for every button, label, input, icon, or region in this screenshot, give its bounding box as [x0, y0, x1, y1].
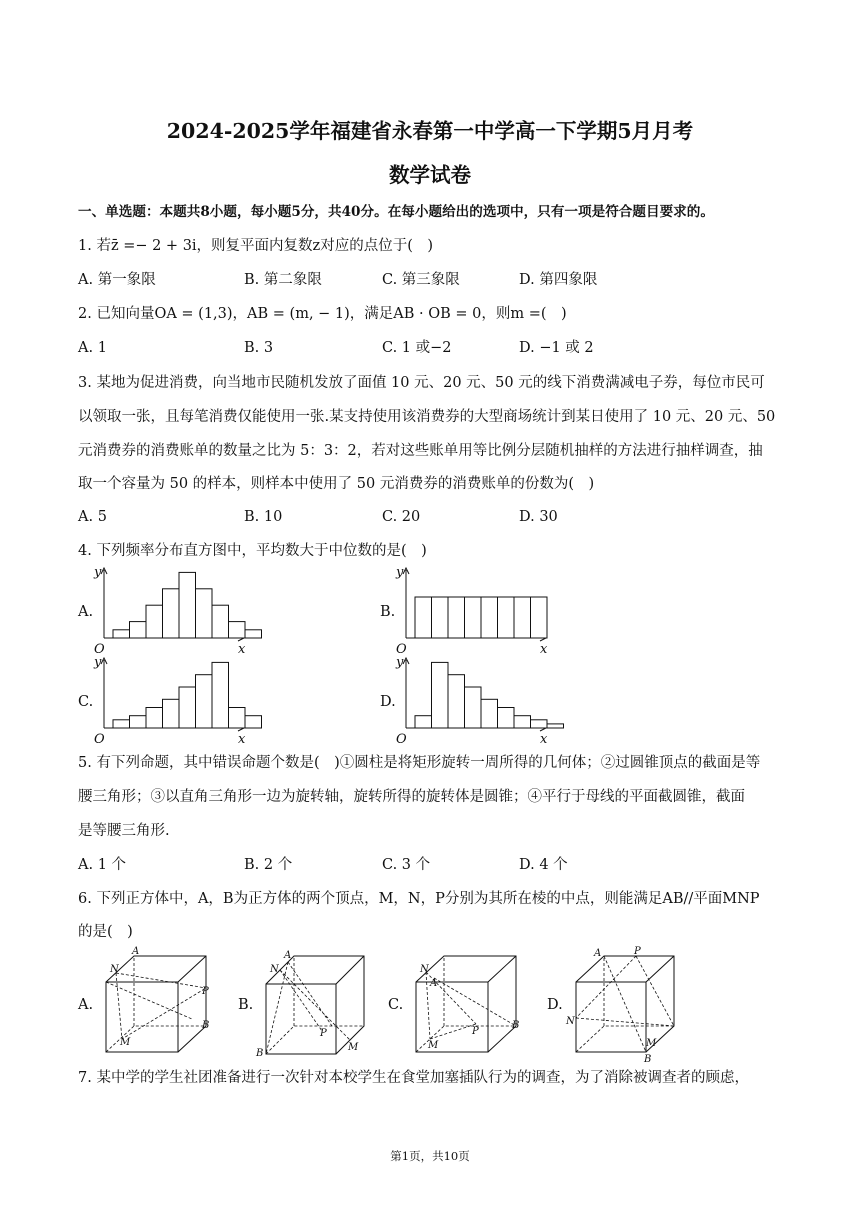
histogram-bar — [196, 675, 213, 728]
y-axis-label: y — [94, 565, 102, 580]
cube-a-label-p: P — [202, 986, 209, 997]
q4-option-b-label: B. — [380, 604, 396, 620]
cube-b-label-m: M — [348, 1042, 359, 1053]
histogram-bar — [130, 716, 147, 728]
q5-option-c: C. 3 个 — [382, 857, 431, 873]
histogram-d — [394, 654, 554, 747]
q4-option-c-label: C. — [78, 694, 94, 710]
cube-c-label-b: B — [512, 1020, 520, 1031]
y-axis-label: y — [396, 565, 404, 580]
page-footer: 第1页，共10页 — [390, 1149, 470, 1163]
cube-c-label-a: A — [430, 978, 438, 989]
x-axis-label: x — [238, 642, 246, 657]
histogram-bar — [146, 708, 163, 729]
histogram-bar — [531, 597, 548, 638]
histogram-bar — [498, 597, 515, 638]
histogram-bar — [163, 589, 180, 638]
q6-option-b-label: B. — [238, 997, 254, 1013]
question-1-stem: 1. 若z̄ =− 2 + 3i，则复平面内复数z对应的点位于( ) — [78, 238, 434, 254]
histogram-bar — [481, 699, 498, 728]
histogram-bar — [432, 662, 449, 728]
q6-option-a-label: A. — [78, 997, 94, 1013]
q3-option-b: B. 10 — [244, 509, 283, 525]
q3-option-a: A. 5 — [78, 509, 107, 525]
section-heading: 一、单选题：本题共8小题，每小题5分，共40分。在每小题给出的选项中，只有一项是符合题目要求的。 — [78, 204, 714, 220]
histogram-bar — [113, 630, 130, 638]
q1-option-a: A. 第一象限 — [78, 272, 156, 288]
histogram-bar — [212, 605, 229, 638]
cube-b-label-a: A — [284, 950, 292, 961]
histogram-bar — [245, 716, 262, 728]
histogram-bar — [531, 720, 548, 728]
cube-c-label-n: N — [420, 964, 429, 975]
y-axis-label: y — [396, 655, 404, 670]
cube-d-label-b: B — [644, 1054, 652, 1065]
histogram-b — [394, 564, 554, 657]
question-5-line-2: 腰三角形；③以直角三角形一边为旋转轴，旋转所得的旋转体是圆锥；④平行于母线的平面截圆锥，截面 — [78, 789, 745, 805]
page-subtitle: 数学试卷 — [389, 163, 471, 187]
histogram-bar — [212, 662, 229, 728]
histogram-bar — [196, 589, 213, 638]
cube-d-label-n: N — [566, 1016, 575, 1027]
cube-a-label-b: B — [202, 1020, 210, 1031]
cube-d-label-p: P — [634, 946, 641, 957]
histogram-bar — [229, 622, 246, 638]
q3-option-c: C. 20 — [382, 509, 421, 525]
histogram-bar — [130, 622, 147, 638]
cube-c-label-p: P — [472, 1026, 479, 1037]
origin-label: O — [94, 642, 105, 657]
question-5-line-3: 是等腰三角形. — [78, 823, 170, 839]
q6-option-c-label: C. — [388, 997, 404, 1013]
q2-option-a: A. 1 — [78, 340, 107, 356]
cube-d-label-a: A — [594, 948, 602, 959]
y-axis-label: y — [94, 655, 102, 670]
q1-option-b: B. 第二象限 — [244, 272, 322, 288]
q5-option-b: B. 2 个 — [244, 857, 293, 873]
q2-option-b: B. 3 — [244, 340, 274, 356]
cube-a-label-a: A — [132, 946, 140, 957]
q5-option-d: D. 4 个 — [519, 857, 568, 873]
q2-option-c: C. 1 或−2 — [382, 340, 452, 356]
cube-b — [254, 948, 374, 1058]
question-3-line-1: 3. 某地为促进消费，向当地市民随机发放了面值 10 元、20 元、50 元的线下消费满减电子券，每位市民可 — [78, 375, 765, 391]
q5-option-a: A. 1 个 — [78, 857, 127, 873]
histogram-bar — [415, 597, 432, 638]
histogram-bar — [547, 724, 564, 728]
x-axis-label: x — [238, 732, 246, 747]
question-3-line-4: 取一个容量为 50 的样本，则样本中使用了 50 元消费券的消费账单的份数为( ) — [78, 476, 595, 492]
question-6-line-2: 的是( ) — [78, 924, 133, 940]
page-title: 2024-2025学年福建省永春第一中学高一下学期5月月考 — [166, 119, 694, 143]
histogram-bar — [481, 597, 498, 638]
histogram-bar — [163, 699, 180, 728]
origin-label: O — [396, 732, 407, 747]
histogram-bar — [498, 708, 515, 729]
q4-option-d-label: D. — [380, 694, 396, 710]
origin-label: O — [396, 642, 407, 657]
q2-option-d: D. −1 或 2 — [519, 340, 594, 356]
histogram-bar — [465, 597, 482, 638]
question-2-stem: 2. 已知向量OA = (1,3)，AB = (m, − 1)，满足AB · OB = 0，则m =( ) — [78, 306, 567, 322]
origin-label: O — [94, 732, 105, 747]
q1-option-c: C. 第三象限 — [382, 272, 460, 288]
histogram-bar — [229, 708, 246, 729]
question-7-line-1: 7. 某中学的学生社团准备进行一次针对本校学生在食堂加塞插队行为的调查，为了消除被调查者的顾虑， — [78, 1070, 749, 1086]
cube-c — [404, 948, 524, 1058]
histogram-bar — [514, 716, 531, 728]
cube-a-label-n: N — [110, 964, 119, 975]
question-6-line-1: 6. 下列正方体中，A，B为正方体的两个顶点，M，N，P分别为其所在棱的中点，则能满足AB//平面MNP — [78, 891, 760, 907]
histogram-a — [92, 564, 252, 657]
question-3-line-3: 元消费券的消费账单的数量之比为 5：3：2，若对这些账单用等比例分层随机抽样的方法进行抽样调查，抽 — [78, 443, 763, 459]
question-5-line-1: 5. 有下列命题，其中错误命题个数是( )①圆柱是将矩形旋转一周所得的几何体；②过圆锥顶点的截面是等 — [78, 755, 761, 771]
q3-option-d: D. 30 — [519, 509, 558, 525]
histogram-bar — [179, 572, 196, 638]
question-4-stem: 4. 下列频率分布直方图中，平均数大于中位数的是( ) — [78, 543, 427, 559]
q4-option-a-label: A. — [78, 604, 94, 620]
question-3-line-2: 以领取一张，且每笔消费仅能使用一张.某支持使用该消费券的大型商场统计到某日使用了 10 元、20 元、50 — [78, 409, 776, 425]
histogram-c — [92, 654, 252, 747]
cube-c-label-m: M — [428, 1040, 439, 1051]
cube-a — [96, 948, 216, 1058]
histogram-bar — [245, 630, 262, 638]
cube-d-label-m: M — [646, 1038, 657, 1049]
q1-option-d: D. 第四象限 — [519, 272, 598, 288]
x-axis-label: x — [540, 642, 548, 657]
cube-d — [564, 944, 684, 1065]
histogram-bar — [179, 687, 196, 728]
histogram-bar — [514, 597, 531, 638]
histogram-bar — [113, 720, 130, 728]
q6-option-d-label: D. — [547, 997, 563, 1013]
histogram-bar — [465, 687, 482, 728]
histogram-bar — [415, 716, 432, 728]
x-axis-label: x — [540, 732, 548, 747]
histogram-bar — [432, 597, 449, 638]
histogram-bar — [146, 605, 163, 638]
cube-a-label-m: M — [120, 1037, 131, 1048]
cube-b-label-p: P — [320, 1028, 327, 1039]
cube-b-label-b: B — [256, 1048, 264, 1059]
histogram-bar — [448, 597, 465, 638]
cube-b-label-n: N — [270, 964, 279, 975]
histogram-bar — [448, 675, 465, 728]
